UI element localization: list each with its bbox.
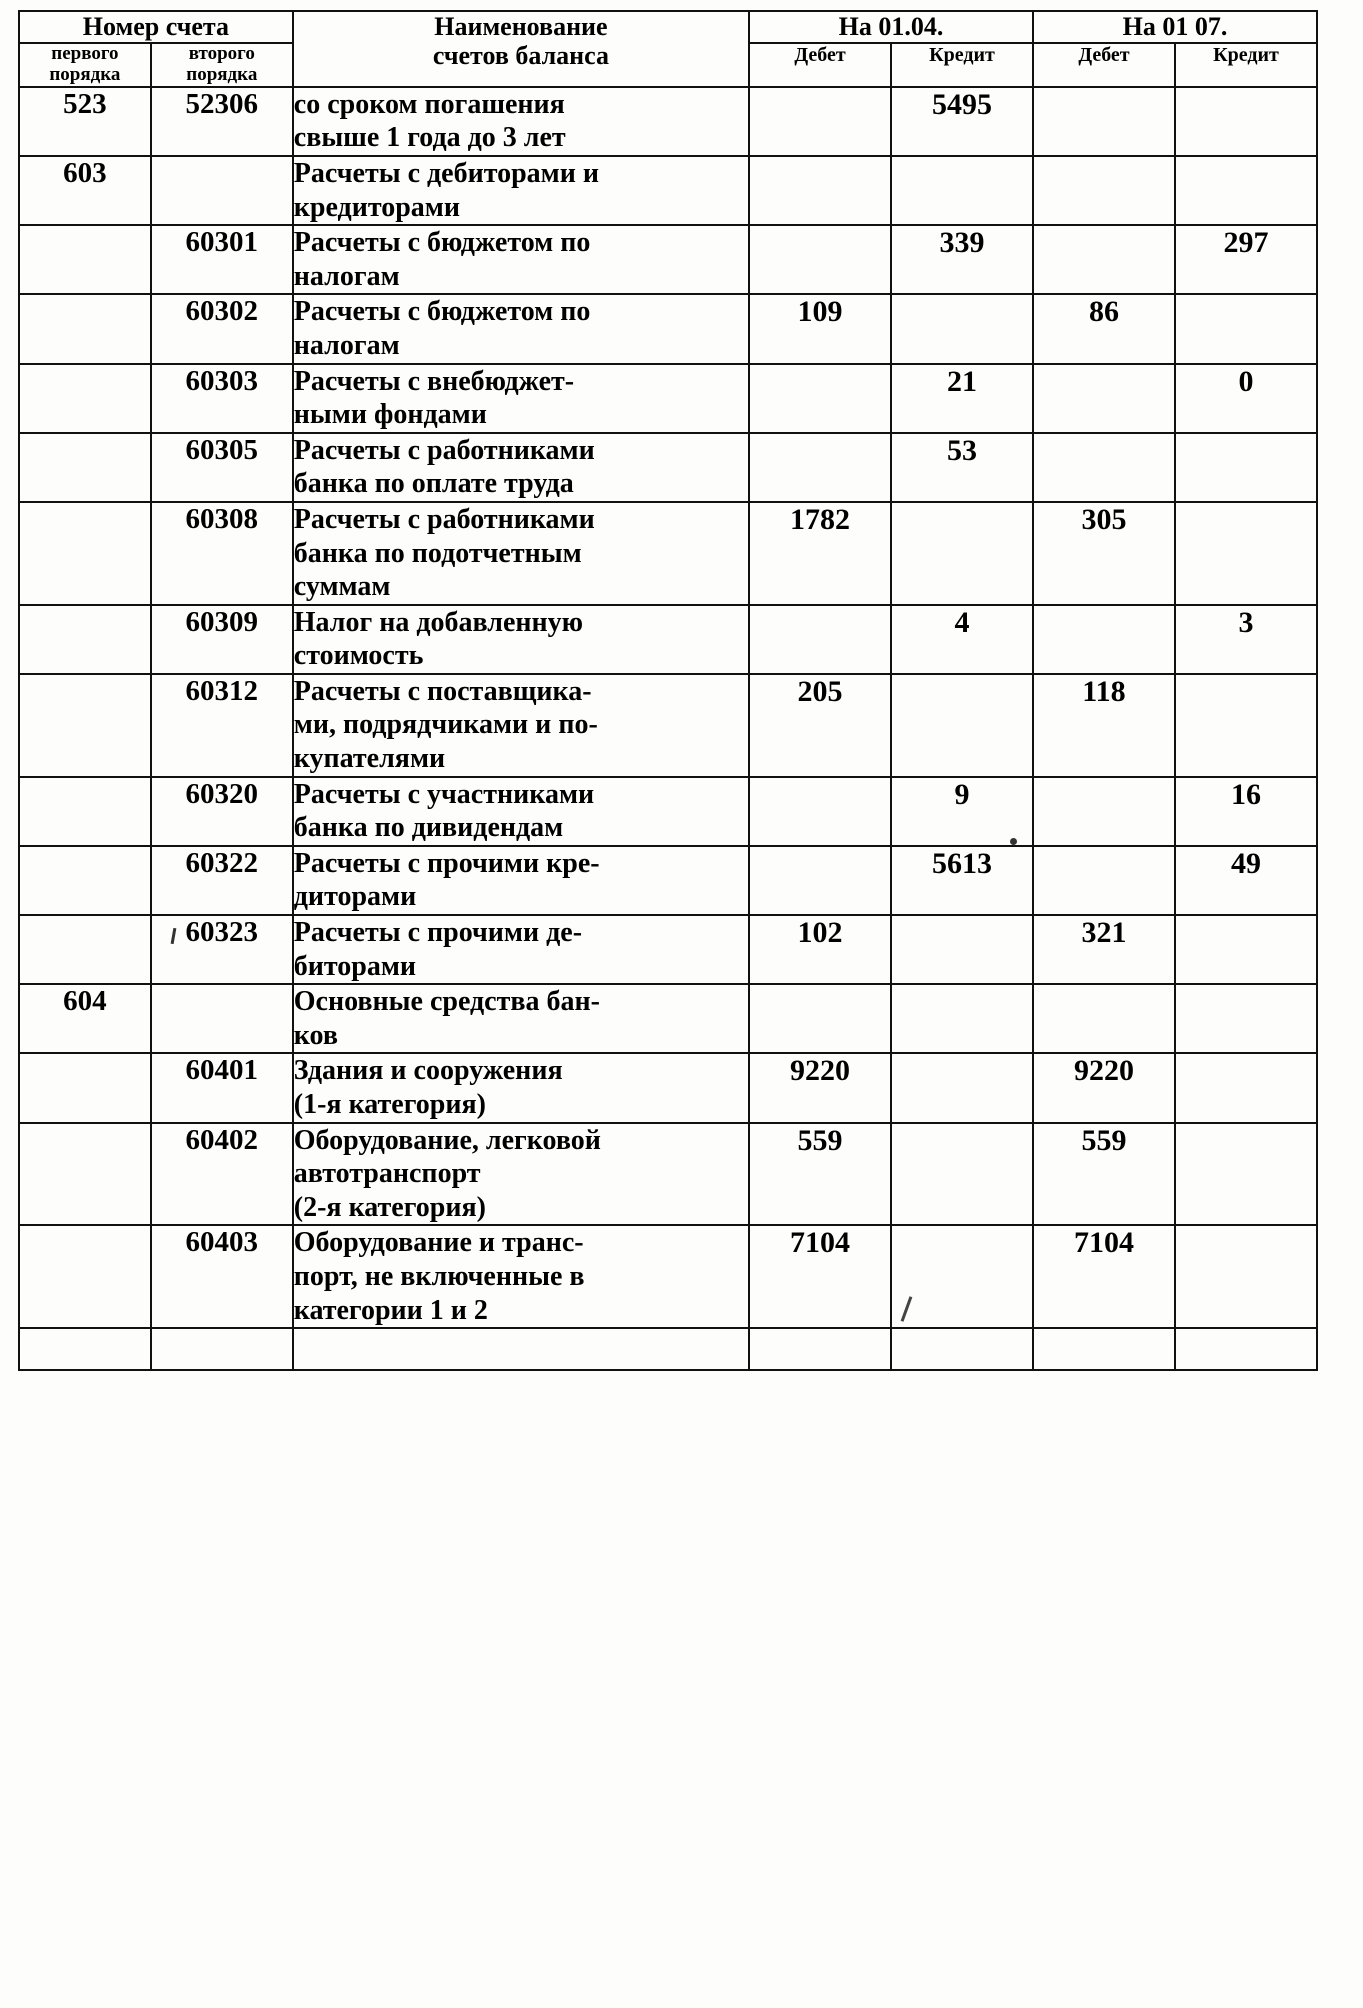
cell-credit-1 (891, 915, 1033, 984)
cell-account-name (293, 674, 749, 777)
cell-debit-2: 7104 (1033, 1225, 1175, 1328)
cell-debit-1 (749, 364, 891, 433)
account-name-line: Расчеты с прочими де- (293, 917, 583, 949)
cell-credit-2 (1175, 915, 1317, 984)
cell-first-order (19, 915, 151, 984)
account-name-line: налогам (293, 260, 400, 292)
table-row (19, 984, 1317, 1053)
header-first-order (19, 43, 151, 87)
cell-empty (293, 1328, 749, 1370)
table-row (19, 502, 1317, 605)
account-name-line: Расчеты с работниками (293, 434, 595, 466)
cell-credit-2 (1175, 294, 1317, 363)
cell-empty (891, 1328, 1033, 1370)
cell-second-order: 60403 (151, 1225, 293, 1328)
cell-credit-2: 16 (1175, 777, 1317, 846)
table-row (19, 1053, 1317, 1122)
cell-account-name (293, 502, 749, 605)
account-name-line: биторами (293, 950, 417, 982)
cell-credit-1: 339 (891, 225, 1033, 294)
cell-second-order: 60301 (151, 225, 293, 294)
cell-account-name (293, 984, 749, 1053)
cell-credit-1: 9 (891, 777, 1033, 846)
cell-account-name (293, 364, 749, 433)
header-period-2: На 01 07. (1033, 11, 1317, 43)
cell-first-order (19, 1053, 151, 1122)
account-name-line: банка по подотчетным (293, 537, 582, 569)
header-debit-1: Дебет (749, 43, 891, 87)
account-name-line: свыше 1 года до 3 лет (293, 122, 566, 154)
cell-account-name (293, 915, 749, 984)
cell-account-name (293, 294, 749, 363)
account-name-line: Расчеты с поставщика- (293, 675, 592, 707)
cell-credit-1 (891, 1053, 1033, 1122)
cell-credit-2: 297 (1175, 225, 1317, 294)
cell-empty (19, 1328, 151, 1370)
cell-credit-1 (891, 156, 1033, 225)
cell-empty (151, 1328, 293, 1370)
table-header (19, 11, 1317, 87)
cell-second-order: 60309 (151, 605, 293, 674)
cell-debit-1 (749, 225, 891, 294)
cell-first-order: 604 (19, 984, 151, 1053)
table-row (19, 1225, 1317, 1328)
cell-account-name (293, 1225, 749, 1328)
cell-debit-2: 559 (1033, 1123, 1175, 1226)
account-name-line: (2-я категория) (293, 1191, 486, 1223)
cell-debit-1: 109 (749, 294, 891, 363)
header-period-1: На 01.04. (749, 11, 1033, 43)
cell-debit-2 (1033, 605, 1175, 674)
cell-first-order (19, 605, 151, 674)
cell-debit-2 (1033, 156, 1175, 225)
cell-first-order (19, 674, 151, 777)
cell-second-order: 60302 (151, 294, 293, 363)
header-account-name-line2: счетов баланса (432, 41, 610, 71)
cell-debit-2 (1033, 846, 1175, 915)
cell-first-order (19, 846, 151, 915)
cell-first-order (19, 1123, 151, 1226)
account-name-line: ными фондами (293, 399, 487, 431)
account-name-line: категории 1 и 2 (293, 1294, 488, 1326)
header-second-order-line1: второго порядка (186, 43, 258, 85)
table-row-empty (19, 1328, 1317, 1370)
header-account-name (293, 11, 749, 87)
cell-debit-1: 9220 (749, 1053, 891, 1122)
scan-artifact-dot (1010, 838, 1017, 845)
cell-credit-2 (1175, 156, 1317, 225)
cell-account-name (293, 433, 749, 502)
cell-first-order (19, 433, 151, 502)
table-row (19, 605, 1317, 674)
cell-debit-2 (1033, 433, 1175, 502)
cell-second-order: 52306 (151, 87, 293, 156)
table-row (19, 294, 1317, 363)
account-name-line: суммам (293, 571, 391, 603)
cell-empty (1033, 1328, 1175, 1370)
cell-debit-2: 86 (1033, 294, 1175, 363)
cell-account-name (293, 1123, 749, 1226)
account-name-line: Расчеты с работниками (293, 503, 595, 535)
cell-credit-2 (1175, 1053, 1317, 1122)
cell-credit-1: 5613 (891, 846, 1033, 915)
cell-second-order: 60305 (151, 433, 293, 502)
cell-debit-1 (749, 605, 891, 674)
table-row (19, 777, 1317, 846)
cell-credit-2: 49 (1175, 846, 1317, 915)
cell-first-order (19, 225, 151, 294)
cell-debit-1 (749, 433, 891, 502)
cell-first-order (19, 502, 151, 605)
table-row (19, 225, 1317, 294)
account-name-line: Расчеты с бюджетом по (293, 296, 591, 328)
account-name-line: банка по дивидендам (293, 812, 564, 844)
cell-first-order (19, 777, 151, 846)
cell-credit-1: 21 (891, 364, 1033, 433)
cell-debit-2 (1033, 87, 1175, 156)
cell-first-order (19, 1225, 151, 1328)
cell-debit-1 (749, 87, 891, 156)
table-row (19, 156, 1317, 225)
cell-second-order (151, 984, 293, 1053)
cell-debit-2 (1033, 364, 1175, 433)
cell-second-order: 60312 (151, 674, 293, 777)
cell-debit-2: 321 (1033, 915, 1175, 984)
account-name-line: стоимость (293, 640, 424, 672)
cell-account-name (293, 225, 749, 294)
cell-empty (1175, 1328, 1317, 1370)
cell-first-order (19, 294, 151, 363)
cell-credit-2: 0 (1175, 364, 1317, 433)
cell-account-name (293, 777, 749, 846)
cell-credit-2 (1175, 1123, 1317, 1226)
cell-first-order (19, 364, 151, 433)
table-row (19, 1123, 1317, 1226)
account-name-line: налогам (293, 329, 400, 361)
cell-debit-1 (749, 846, 891, 915)
cell-credit-2 (1175, 433, 1317, 502)
table-row (19, 846, 1317, 915)
cell-credit-1 (891, 984, 1033, 1053)
account-name-line: (1-я категория) (293, 1089, 486, 1120)
cell-second-order: 60320 (151, 777, 293, 846)
cell-debit-1: 1782 (749, 502, 891, 605)
cell-debit-2: 305 (1033, 502, 1175, 605)
cell-second-order: 60323 (151, 915, 293, 984)
cell-credit-2: 3 (1175, 605, 1317, 674)
account-name-line: Расчеты с бюджетом по (293, 227, 591, 259)
account-name-line: Оборудование и транс- (293, 1227, 584, 1259)
account-name-line: Налог на добавленную (293, 606, 584, 638)
cell-second-order: 60303 (151, 364, 293, 433)
account-name-line: Расчеты с дебиторами и (293, 157, 600, 189)
account-name-line: со сроком погашения (293, 88, 565, 120)
table-row (19, 915, 1317, 984)
account-name-line: порт, не включенные в (293, 1260, 585, 1292)
account-name-line: диторами (293, 881, 417, 913)
cell-debit-2 (1033, 777, 1175, 846)
header-debit-2: Дебет (1033, 43, 1175, 87)
cell-credit-1 (891, 502, 1033, 605)
header-credit-2: Кредит (1175, 43, 1317, 87)
header-account-number: Номер счета (19, 11, 293, 43)
header-account-name-line1: Наименование (434, 12, 608, 41)
cell-credit-1: 5495 (891, 87, 1033, 156)
header-second-order (151, 43, 293, 87)
cell-debit-1 (749, 156, 891, 225)
account-name-line: Здания и сооружения (293, 1055, 563, 1087)
cell-account-name (293, 846, 749, 915)
cell-debit-2: 9220 (1033, 1053, 1175, 1122)
cell-second-order: 60308 (151, 502, 293, 605)
cell-account-name (293, 156, 749, 225)
balance-table-container (18, 10, 1318, 1371)
header-credit-1: Кредит (891, 43, 1033, 87)
cell-second-order (151, 156, 293, 225)
balance-table (18, 10, 1318, 1371)
cell-credit-2 (1175, 1225, 1317, 1328)
cell-debit-1: 102 (749, 915, 891, 984)
account-name-line: Основные средства бан- (293, 986, 600, 1018)
cell-credit-1 (891, 294, 1033, 363)
table-row (19, 364, 1317, 433)
account-name-line: банка по оплате труда (293, 468, 574, 500)
cell-credit-1 (891, 1225, 1033, 1328)
account-name-line: купателями (293, 743, 446, 775)
account-name-line: Оборудование, легковой (293, 1124, 601, 1156)
cell-debit-2 (1033, 984, 1175, 1053)
header-first-order-line1: первого порядка (49, 43, 121, 85)
cell-account-name (293, 1053, 749, 1122)
cell-credit-2 (1175, 502, 1317, 605)
cell-second-order: 60322 (151, 846, 293, 915)
cell-second-order: 60402 (151, 1123, 293, 1226)
cell-credit-2 (1175, 87, 1317, 156)
cell-credit-1: 53 (891, 433, 1033, 502)
table-row (19, 433, 1317, 502)
account-name-line: ми, подрядчиками и по- (293, 709, 598, 741)
cell-debit-2: 118 (1033, 674, 1175, 777)
cell-account-name (293, 605, 749, 674)
account-name-line: ков (293, 1019, 338, 1051)
account-name-line: Расчеты с участниками (293, 778, 595, 810)
cell-debit-1 (749, 777, 891, 846)
cell-debit-1: 559 (749, 1123, 891, 1226)
cell-credit-1: 4 (891, 605, 1033, 674)
cell-credit-1 (891, 674, 1033, 777)
cell-first-order: 523 (19, 87, 151, 156)
cell-debit-1: 205 (749, 674, 891, 777)
cell-first-order: 603 (19, 156, 151, 225)
cell-debit-1: 7104 (749, 1225, 891, 1328)
account-name-line: Расчеты с прочими кре- (293, 847, 600, 879)
table-row (19, 674, 1317, 777)
cell-debit-1 (749, 984, 891, 1053)
cell-second-order: 60401 (151, 1053, 293, 1122)
table-row (19, 87, 1317, 156)
table-body (19, 87, 1317, 1370)
cell-debit-2 (1033, 225, 1175, 294)
cell-credit-1 (891, 1123, 1033, 1226)
cell-credit-2 (1175, 984, 1317, 1053)
cell-empty (749, 1328, 891, 1370)
account-name-line: кредиторами (293, 191, 460, 223)
cell-credit-2 (1175, 674, 1317, 777)
account-name-line: автотранспорт (293, 1158, 481, 1190)
cell-account-name (293, 87, 749, 156)
account-name-line: Расчеты с внебюджет- (293, 365, 575, 397)
